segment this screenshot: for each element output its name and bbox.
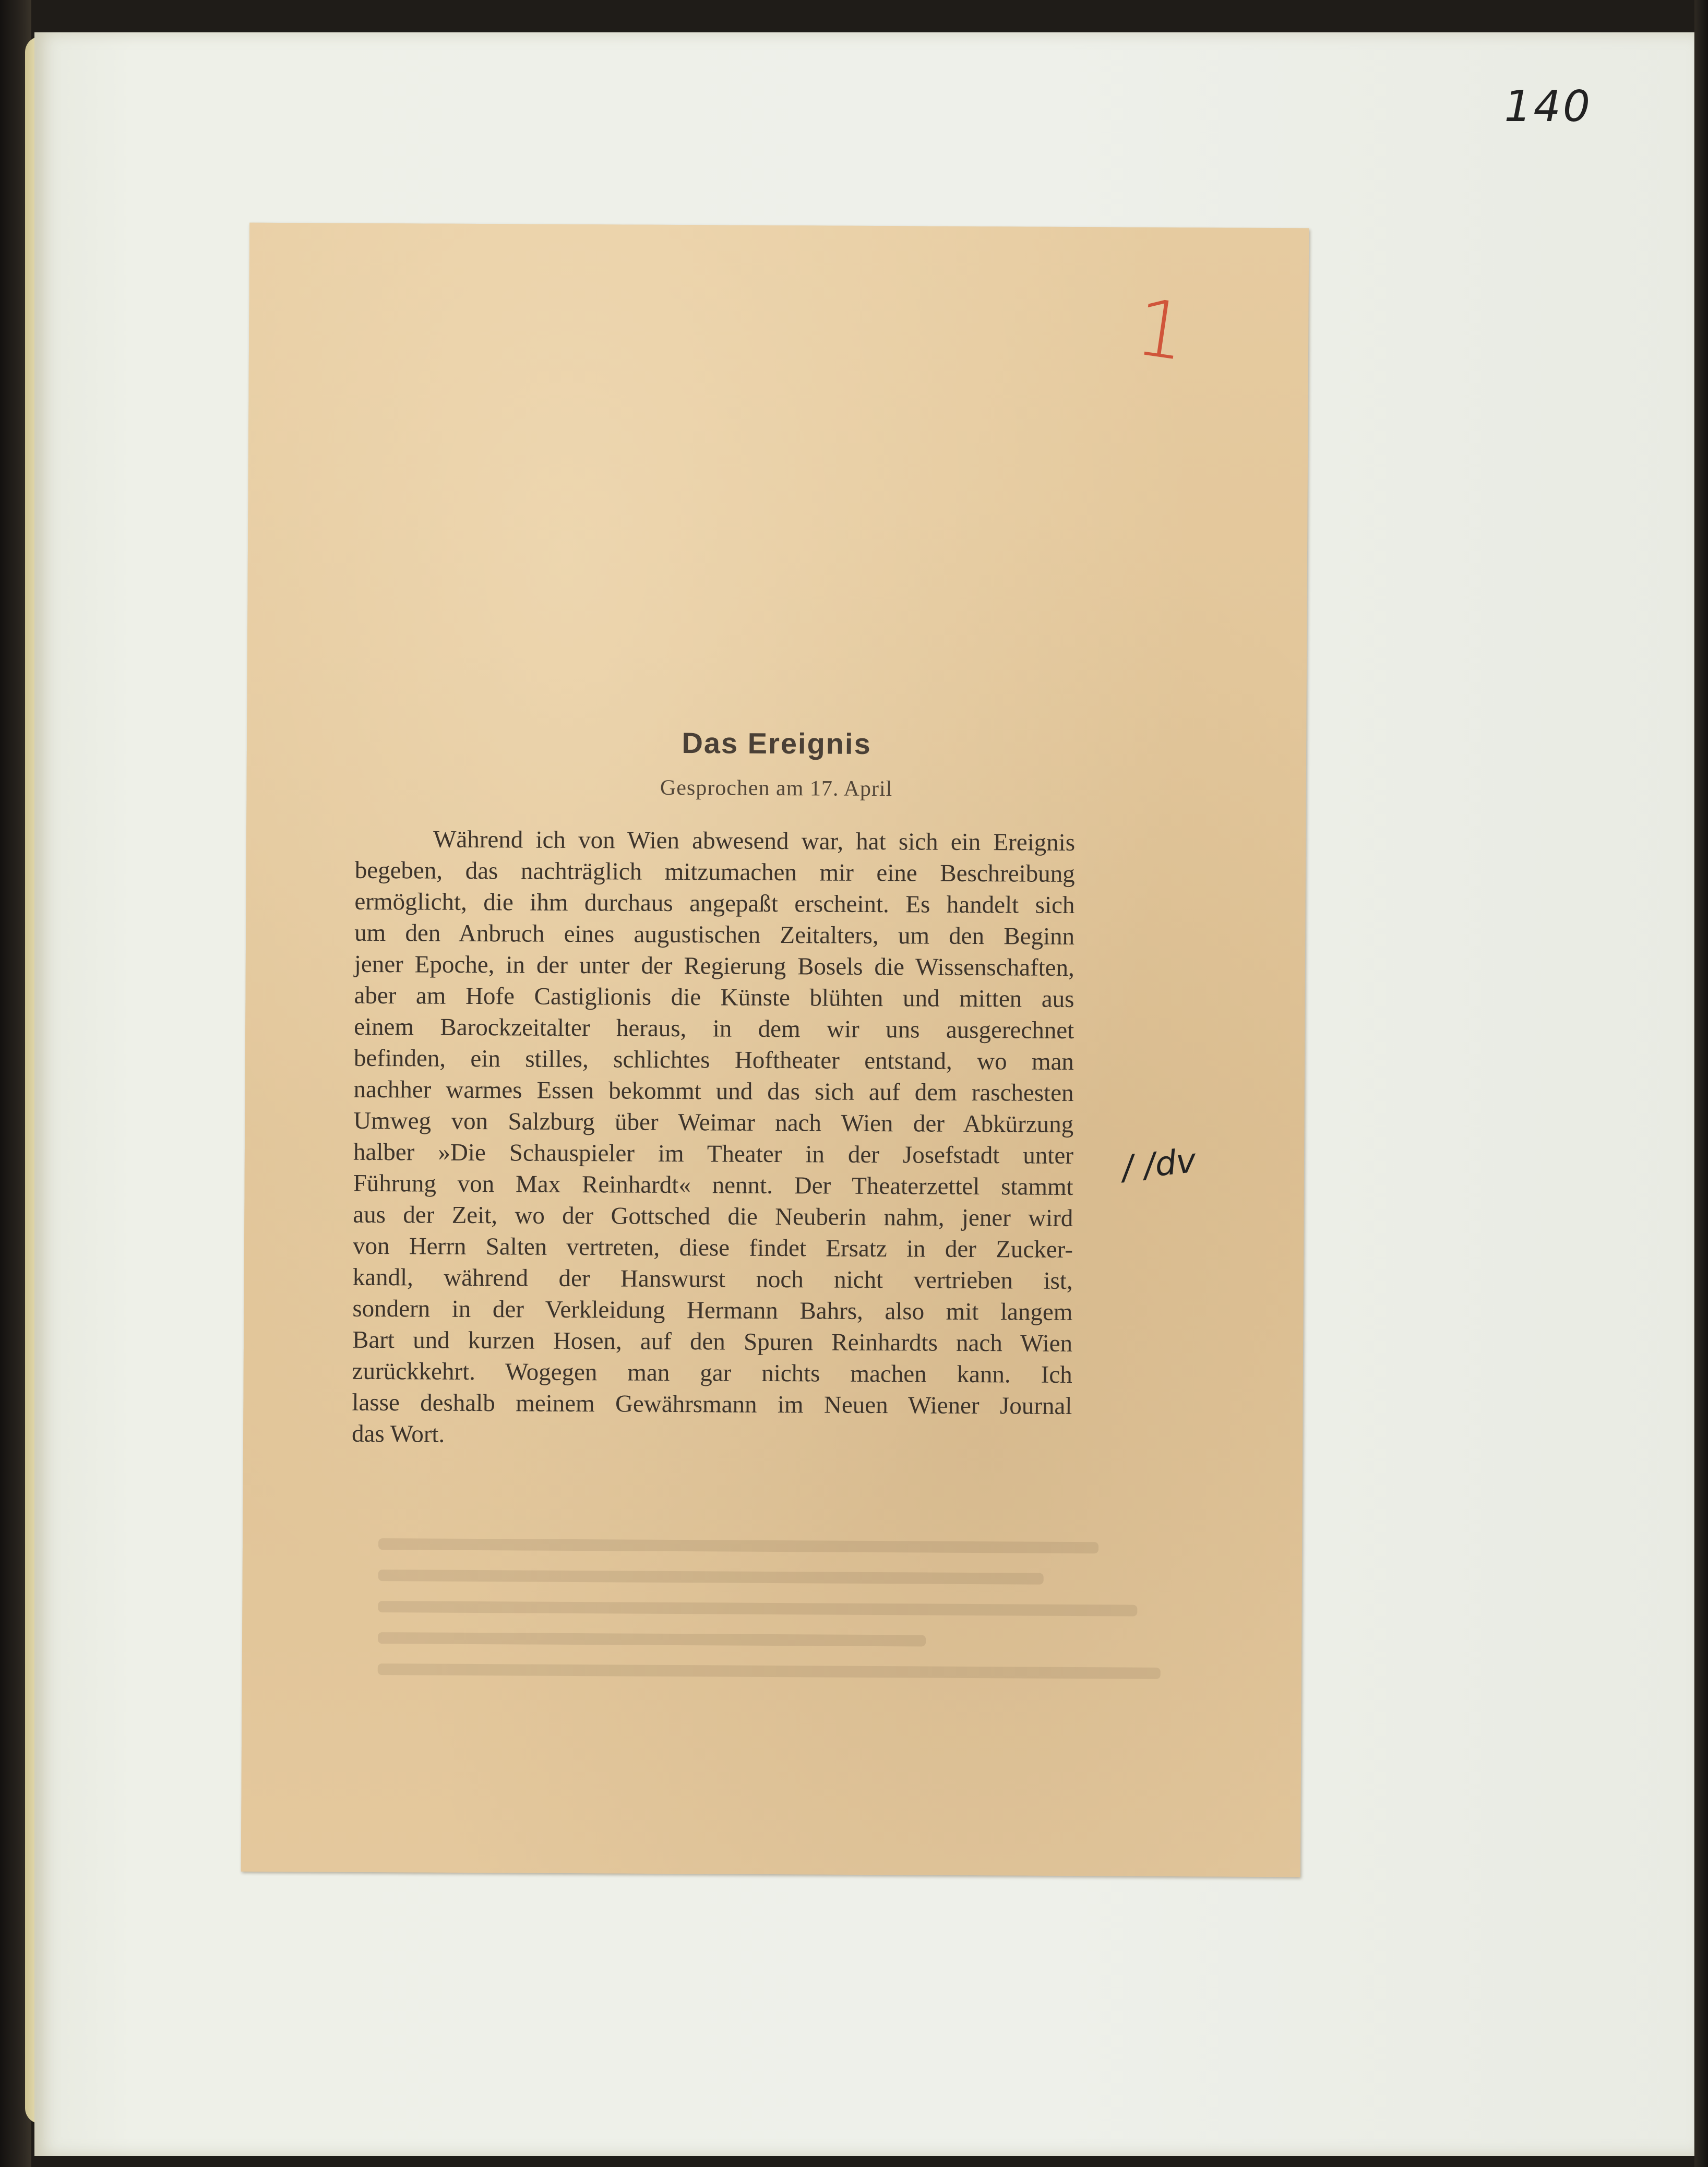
book-binding-right — [1694, 0, 1708, 2167]
page-number: 140 — [1504, 82, 1592, 131]
text-line: um den Anbruch eines augustischen Zeitalters, um den Beginn — [354, 919, 1075, 951]
reverse-side-bleed — [377, 1538, 1161, 1730]
text-line: Bart und kurzen Hosen, auf den Spuren Reinhardts nach Wien — [352, 1326, 1073, 1357]
text-line: einem Barockzeitalter heraus, in dem wir uns ausgerechnet — [354, 1013, 1074, 1045]
text-line: kandl, während der Hanswurst noch nicht vertrieben ist, — [352, 1263, 1073, 1295]
document-title: Das Ereignis — [682, 726, 871, 760]
text-line: Führung von Max Reinhardt« nennt. Der Theaterzettel stammt — [353, 1169, 1073, 1201]
handwritten-margin-note: / /dv — [1120, 1141, 1198, 1188]
text-line: lasse deshalb meinem Gewährsmann im Neuen Wiener Journal — [352, 1388, 1072, 1420]
text-line: von Herrn Salten vertreten, diese findet Ersatz in der Zucker- — [352, 1232, 1073, 1263]
text-line: befinden, ein stilles, schlichtes Hoftheater entstand, wo man — [353, 1044, 1074, 1075]
document-subtitle: Gesprochen am 17. April — [660, 775, 893, 801]
text-line: nachher warmes Essen bekommt und das sich auf dem raschesten — [353, 1075, 1074, 1107]
text-line: Umweg von Salzburg über Weimar nach Wien der Abkürzung — [353, 1107, 1074, 1138]
text-line: jener Epoche, in der unter der Regierung Bosels die Wissenschaften, — [354, 950, 1074, 982]
text-line: sondern in der Verkleidung Hermann Bahrs, also mit langem — [352, 1295, 1073, 1326]
text-line: das Wort. — [352, 1420, 445, 1448]
text-line: ermöglicht, die ihm durchaus angepaßt erscheint. Es handelt sich — [354, 888, 1075, 919]
printed-sheet — [241, 223, 1309, 1877]
text-line: halber »Die Schauspieler im Theater in der Josefstadt unter — [353, 1138, 1074, 1169]
text-line: begeben, das nachträglich mitzumachen mir eine Beschreibung — [354, 856, 1075, 888]
text-line: Während ich von Wien abwesend war, hat sich ein Ereignis — [433, 825, 1076, 857]
text-line: aber am Hofe Castiglionis die Künste blühten und mitten aus — [354, 981, 1074, 1013]
sheet-marker: 1 — [1130, 281, 1192, 379]
body-text — [352, 823, 1075, 1453]
text-line: zurückkehrt. Wogegen man gar nichts machen kann. Ich — [352, 1357, 1072, 1388]
text-line: aus der Zeit, wo der Gottsched die Neuberin nahm, jener wird — [353, 1201, 1073, 1232]
